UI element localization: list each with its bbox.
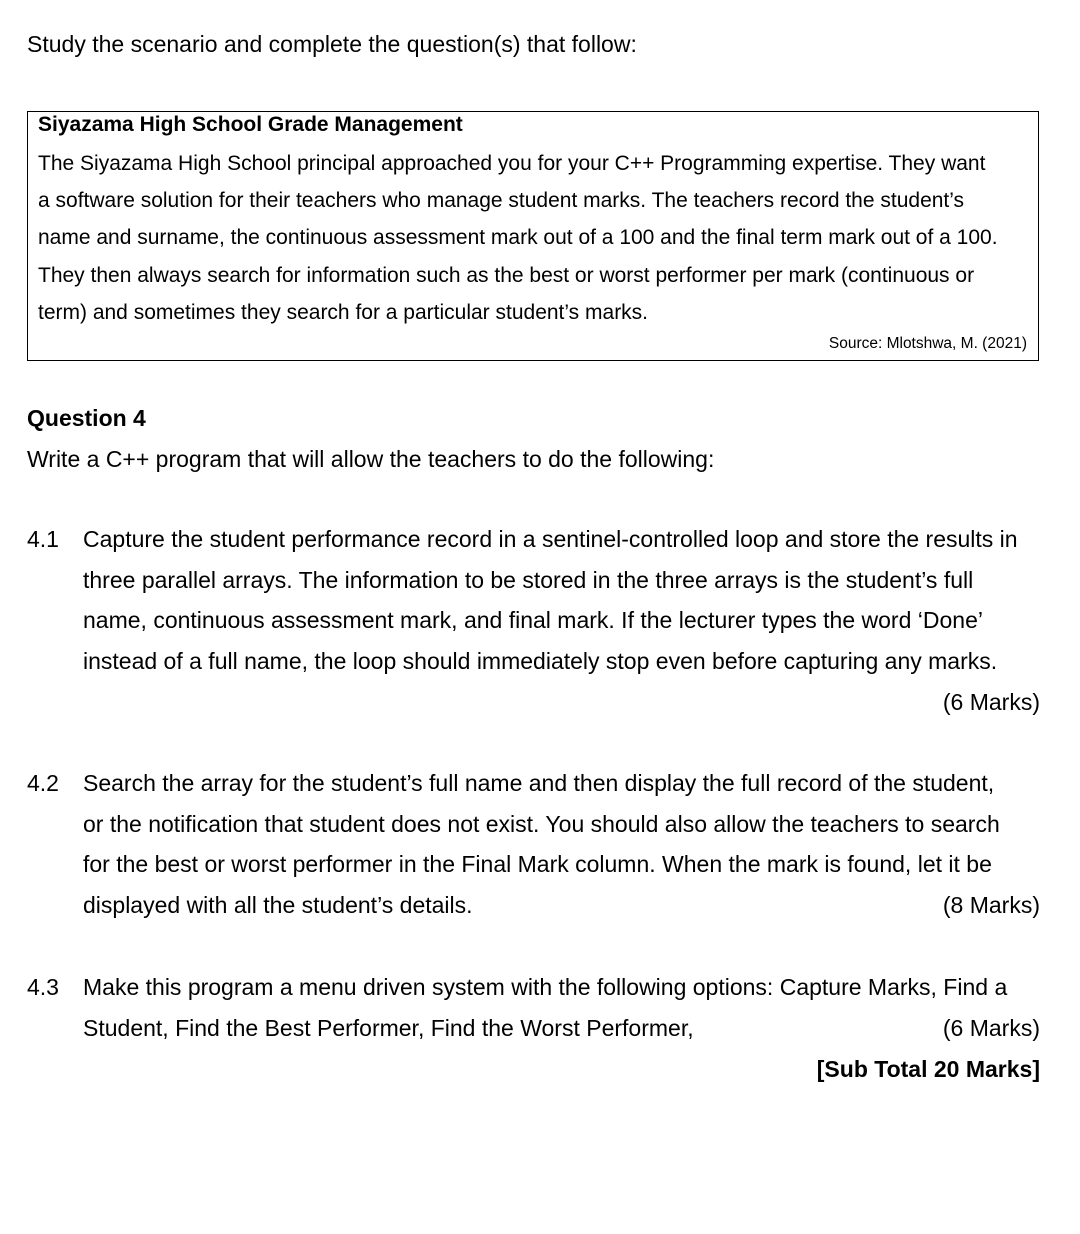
item-marks: (8 Marks)	[942, 892, 1040, 919]
item-line: Make this program a menu driven system with the following options: Capture Marks, Find a	[83, 974, 1008, 1000]
intro-instruction: Study the scenario and complete the question(s) that follow:	[27, 31, 637, 57]
item-line: Capture the student performance record in a sentinel-controlled loop and store the results in	[83, 526, 1018, 552]
scenario-line: name and surname, the continuous assessment mark out of a 100 and the final term mark out of a 100.	[38, 226, 998, 250]
item-marks: (6 Marks)	[942, 688, 1040, 715]
item-last-line	[83, 1008, 1040, 1049]
item-text	[83, 519, 1040, 723]
scenario-line: term) and sometimes they search for a particular student’s marks.	[38, 300, 649, 324]
item-number: 4.1	[27, 526, 59, 552]
item-line: for the best or worst performer in the Final Mark column. When the mark is found, let it be	[83, 851, 992, 878]
scenario-box	[27, 111, 1039, 361]
item-line: displayed with all the student’s details.	[83, 892, 473, 919]
scenario-source: Source: Mlotshwa, M. (2021)	[828, 335, 1027, 352]
item-line: instead of a full name, the loop should immediately stop even before capturing any marks.	[83, 648, 998, 675]
subtotal-marks: [Sub Total 20 Marks]	[816, 1056, 1040, 1082]
question-heading: Question 4	[27, 405, 146, 431]
item-line: Student, Find the Best Performer, Find the Worst Performer,	[83, 1014, 694, 1041]
item-line: three parallel arrays. The information to be stored in the three arrays is the student’s full	[83, 566, 974, 593]
item-number: 4.3	[27, 974, 59, 1000]
item-text	[83, 763, 1040, 926]
scenario-line: They then always search for information such as the best or worst performer per mark (continuous or	[38, 263, 975, 287]
item-line: name, continuous assessment mark, and final mark. If the lecturer types the word ‘Done’	[83, 607, 983, 634]
item-marks: (6 Marks)	[942, 1014, 1040, 1041]
item-text	[83, 967, 1040, 1048]
question-instruction: Write a C++ program that will allow the teachers to do the following:	[27, 446, 715, 472]
scenario-body	[38, 145, 1033, 331]
item-line: Search the array for the student’s full name and then display the full record of the student,	[83, 770, 995, 796]
item-number: 4.2	[27, 770, 59, 796]
scenario-line: a software solution for their teachers who manage student marks. The teachers record the student’s	[38, 189, 965, 213]
item-last-line	[83, 885, 1040, 926]
scenario-line: The Siyazama High School principal approached you for your C++ Programming expertise. They want	[38, 152, 986, 175]
item-line: or the notification that student does not exist. You should also allow the teachers to search	[83, 810, 1000, 837]
scenario-title: Siyazama High School Grade Management	[38, 113, 463, 136]
